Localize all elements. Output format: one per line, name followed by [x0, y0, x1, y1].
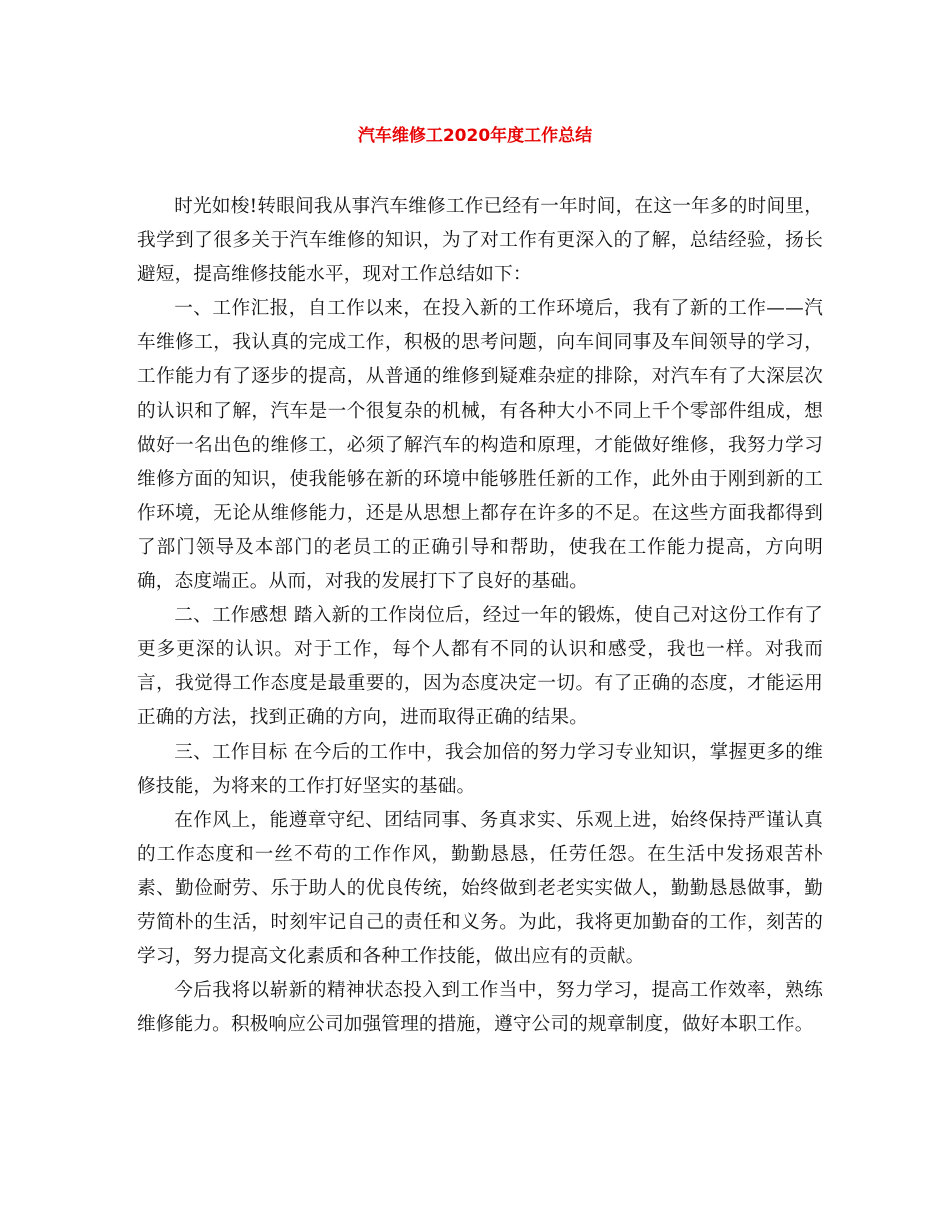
- paragraph-intro: 时光如梭!转眼间我从事汽车维修工作已经有一年时间，在这一年多的时间里，我学到了很多关于汽车维修的知识，为了对工作有更深入的了解，总结经验，扬长避短，提高维修技能水平，现对工作总结如下：: [137, 196, 823, 286]
- paragraph-work-style: 在作风上，能遵章守纪、团结同事、务真求实、乐观上进，始终保持严谨认真的工作态度和一丝不苟的工作作风，勤勤恳恳，任劳任怨。在生活中发扬艰苦朴素、勤俭耐劳、乐于助人的优良传统，始终做到老老实实做人，勤勤恳恳做事，勤劳简朴的生活，时刻牢记自己的责任和义务。为此，我将更加勤奋的工作，刻苦的学习，努力提高文化素质和各种工作技能，做出应有的贡献。: [137, 809, 823, 968]
- paragraph-conclusion: 今后我将以崭新的精神状态投入到工作当中，努力学习，提高工作效率，熟练维修能力。积极响应公司加强管理的措施，遵守公司的规章制度，做好本职工作。: [137, 980, 823, 1036]
- document-body: [137, 190, 823, 1042]
- paragraph-work-thoughts: 二、工作感想 踏入新的工作岗位后，经过一年的锻炼，使自己对这份工作有了更多更深的认识。对于工作，每个人都有不同的认识和感受，我也一样。对我而言，我觉得工作态度是最重要的，因为态度决定一切。有了正确的态度，才能运用正确的方法，找到正确的方向，进而取得正确的结果。: [137, 605, 823, 729]
- paragraph-work-report: 一、工作汇报，自工作以来，在投入新的工作环境后，我有了新的工作——汽车维修工，我认真的完成工作，积极的思考问题，向车间同事及车间领导的学习，工作能力有了逐步的提高，从普通的维修到疑难杂症的排除，对汽车有了大深层次的认识和了解，汽车是一个很复杂的机械，有各种大小不同上千个零部件组成，想做好一名出色的维修工，必须了解汽车的构造和原理，才能做好维修，我努力学习维修方面的知识，使我能够在新的环境中能够胜任新的工作，此外由于刚到新的工作环境，无论从维修能力，还是从思想上都存在许多的不足。在这些方面我都得到了部门领导及本部门的老员工的正确引导和帮助，使我在工作能力提高，方向明确，态度端正。从而，对我的发展打下了良好的基础。: [137, 298, 823, 593]
- document-title: 汽车维修工2020年度工作总结: [357, 126, 593, 146]
- paragraph-work-goals: 三、工作目标 在今后的工作中，我会加倍的努力学习专业知识，掌握更多的维修技能，为将来的工作打好坚实的基础。: [137, 741, 823, 797]
